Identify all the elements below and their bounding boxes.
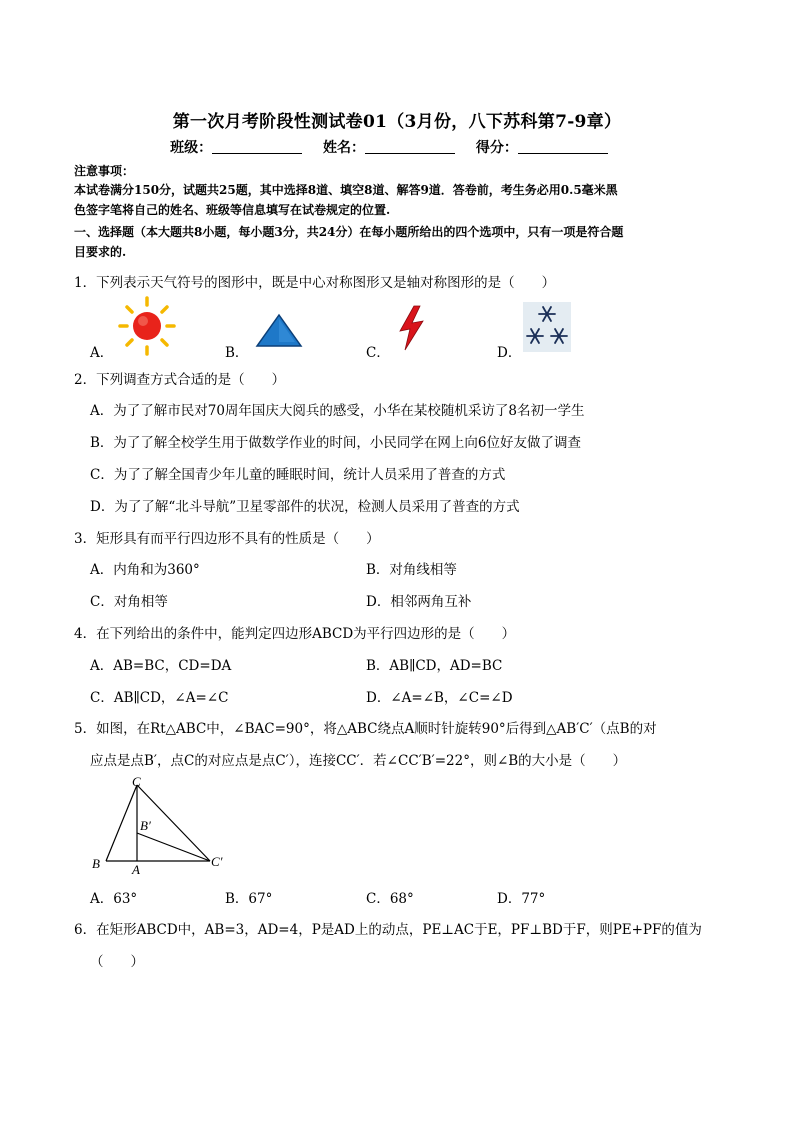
class-blank[interactable] (212, 139, 302, 154)
q3-stem: 3．矩形具有而平行四边形不具有的性质是（ ） (74, 531, 380, 547)
q2-option-d[interactable]: D．为了了解“北斗导航”卫星零部件的状况，检测人员采用了普查的方式 (90, 499, 520, 515)
q2-option-b[interactable]: B．为了了解全校学生用于做数学作业的时间，小民同学在网上向6位好友做了调查 (90, 435, 582, 451)
q5-option-c[interactable]: C．68° (366, 891, 414, 907)
q5-option-b[interactable]: B．67° (225, 891, 273, 907)
sun-disc (133, 312, 161, 340)
name-label: 姓名： (323, 140, 365, 156)
q2-option-c[interactable]: C．为了了解全国青少年儿童的睡眠时间，统计人员采用了普查的方式 (90, 467, 506, 483)
class-label: 班级： (170, 140, 213, 156)
q4-option-a[interactable]: A．AB=BC，CD=DA (90, 658, 232, 674)
student-info-row (0, 137, 794, 157)
name-blank[interactable] (365, 139, 455, 154)
q1-option-d-label[interactable]: D． (497, 345, 522, 361)
q5-stem-line-1: 5．如图，在Rt△ABC中，∠BAC=90°，将△ABC绕点A顺时针旋转90°后得到△AB′C′（点B的对 (74, 721, 657, 737)
q3-option-b[interactable]: B．对角线相等 (366, 562, 457, 578)
score-blank[interactable] (518, 139, 608, 154)
q4-option-d[interactable]: D．∠A=∠B，∠C=∠D (366, 690, 513, 706)
sun-icon (114, 296, 180, 356)
notice-line-1: 本试卷满分150分，试题共25题，其中选择8道、填空8道、解答9道．答卷前，考生务必用0.5毫米黑 (74, 183, 618, 197)
q3-option-c[interactable]: C．对角相等 (90, 594, 168, 610)
q1-stem: 1．下列表示天气符号的图形中，既是中心对称图形又是轴对称图形的是（ ） (74, 275, 556, 291)
q2-option-a[interactable]: A．为了了解市民对70周年国庆大阅兵的感受，小华在某校随机采访了8名初一学生 (90, 403, 585, 419)
score-label: 得分： (475, 140, 518, 156)
q5-option-d[interactable]: D．77° (497, 891, 546, 907)
q1-option-b-label[interactable]: B． (225, 345, 249, 361)
q1-option-c-label[interactable]: C． (366, 345, 390, 361)
section-heading-line-1: 一、选择题（本大题共8小题，每小题3分，共24分）在每小题所给出的四个选项中，只有一项是符合题 (74, 225, 624, 239)
triangle-icon (255, 313, 303, 349)
q5-figure (88, 775, 238, 877)
q2-stem: 2．下列调查方式合适的是（ ） (74, 372, 286, 388)
q3-option-d[interactable]: D．相邻两角互补 (366, 594, 472, 610)
label-c-prime: C′ (211, 854, 223, 869)
q6-stem-line-2: （ ） (90, 954, 144, 970)
q4-option-c[interactable]: C．AB∥CD，∠A=∠C (90, 690, 229, 706)
snowflakes-icon (523, 302, 571, 352)
label-b: B (92, 856, 100, 871)
q5-option-a[interactable]: A．63° (90, 891, 138, 907)
q1-option-a-label[interactable]: A． (90, 345, 114, 361)
label-c: C (132, 774, 141, 789)
q4-stem: 4．在下列给出的条件中，能判定四边形ABCD为平行四边形的是（ ） (74, 626, 516, 642)
page-title: 第一次月考阶段性测试卷01（3月份，八下苏科第7-9章） (172, 112, 622, 132)
q5-stem-line-2: 应点是点B′，点C的对应点是点C′），连接CC′．若∠CC′B′=22°，则∠B的大小是（ ） (90, 753, 627, 769)
notice-heading: 注意事项： (74, 164, 135, 178)
label-a: A (132, 862, 140, 877)
q3-option-a[interactable]: A．内角和为360° (90, 562, 200, 578)
notice-line-2: 色签字笔将自己的姓名、班级等信息填写在试卷规定的位置. (74, 203, 391, 217)
lightning-icon (396, 305, 426, 351)
q4-option-b[interactable]: B．AB∥CD，AD=BC (366, 658, 503, 674)
q6-stem-line-1: 6．在矩形ABCD中，AB=3，AD=4，P是AD上的动点，PE⊥AC于E，PF⊥BD于F，则PE+PF的值为 (74, 922, 702, 938)
section-heading-line-2: 目要求的. (74, 245, 127, 259)
label-b-prime: B′ (140, 818, 151, 833)
